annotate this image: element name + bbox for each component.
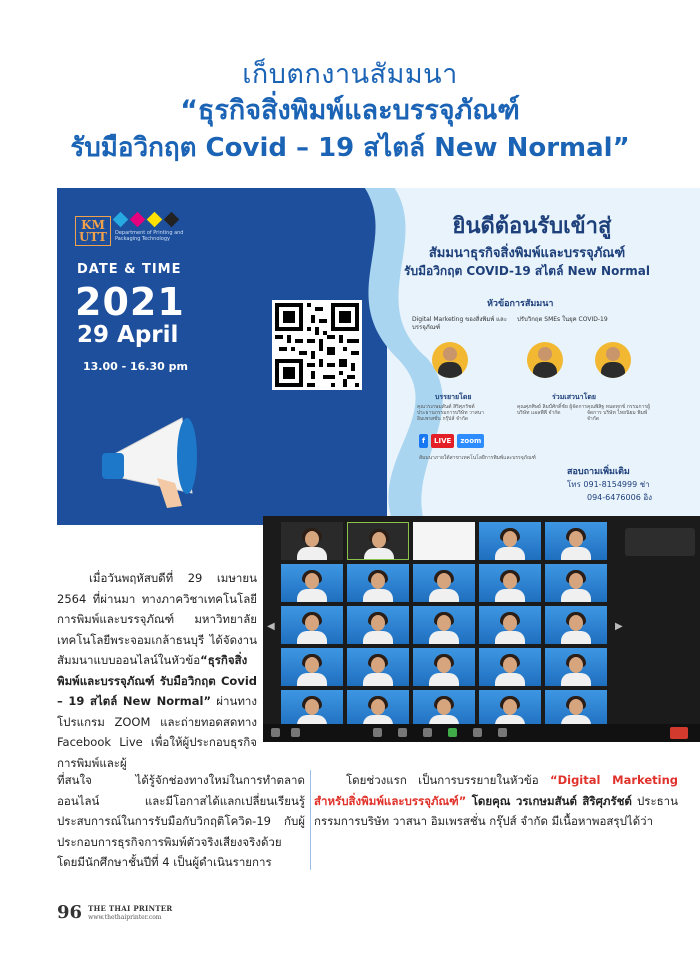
welcome-heading: ยินดีต้อนรับเข้าสู่	[452, 214, 612, 239]
speaker-photo-1	[432, 342, 468, 378]
date-time-label: DATE & TIME	[77, 262, 182, 277]
title-line-3: รับมือวิกฤต Covid – 19 สไตล์ New Normal”	[70, 133, 630, 163]
speaker-photo-2	[527, 342, 563, 378]
topic-1: Digital Marketing ของสิ่งพิมพ์ และบรรจุภัณฑ์	[412, 316, 507, 331]
event-time: 13.00 - 16.30 pm	[83, 360, 188, 373]
left-bold-title: “ธุรกิจสิ่งพิมพ์และบรรจุภัณฑ์ รับมือวิกฤต Covid – 19 สไตล์ New Normal”	[57, 653, 257, 708]
participant-tile	[413, 606, 475, 644]
topics-header: หัวข้อการสัมมนา	[487, 299, 554, 309]
seminar-line-2: รับมือวิกฤต COVID-19 สไตล์ New Normal	[404, 264, 650, 278]
magazine-url[interactable]: www.thethaiprinter.com	[88, 913, 162, 921]
zoom-meeting-screenshot	[263, 516, 700, 742]
article-title	[0, 58, 700, 166]
participant-tile	[347, 522, 409, 560]
video-icon	[291, 728, 300, 737]
contact-phone-1: โทร 091-8154999 ช่า	[567, 480, 650, 489]
speaker-photo-3	[595, 342, 631, 378]
participant-tile	[545, 648, 607, 686]
end-meeting-button	[670, 727, 688, 739]
qr-code[interactable]	[272, 300, 362, 390]
right-intro: โดยช่วงแรก เป็นการบรรยายในหัวข้อ	[346, 773, 551, 787]
participant-tile	[479, 606, 541, 644]
participant-tile	[545, 522, 607, 560]
right-topic-highlight: “Digital Marketing สำหรับสิ่งพิมพ์และบรรจุภัณฑ์”	[314, 773, 678, 808]
participant-tile	[281, 606, 343, 644]
participant-tile	[413, 690, 475, 728]
magazine-name: THE THAI PRINTER	[88, 903, 173, 913]
participant-tile	[413, 564, 475, 602]
department-label: Department of Printing and Packaging Technology	[115, 230, 184, 242]
page-footer	[57, 902, 173, 923]
participant-tile	[347, 690, 409, 728]
chat-icon	[423, 728, 432, 737]
live-badge: LIVE	[431, 434, 454, 448]
zoom-logo: zoom	[457, 434, 484, 448]
speaker-2-name: คุณศุภศิษย์ ลิมป์ศักดิ์ชัย ผู้จัดการ บริษัท แอลพีพี จำกัด	[517, 404, 587, 416]
reactions-icon	[498, 728, 507, 737]
record-icon	[473, 728, 482, 737]
zoom-participant-grid	[281, 522, 611, 728]
participant-tile	[545, 564, 607, 602]
participant-tile	[545, 690, 607, 728]
left-column-text	[57, 568, 257, 773]
participant-tile	[281, 648, 343, 686]
platform-logos	[419, 434, 484, 448]
magazine-masthead	[88, 904, 172, 922]
share-screen-icon	[448, 728, 457, 737]
participant-tile	[281, 522, 343, 560]
left-tail: ผ่านทางโปรแกรม ZOOM และถ่ายทอดสดทาง Facebook Live เพื่อให้ผู้ประกอบธุรกิจการพิมพ์และผู้	[57, 694, 257, 770]
topic-2: ปรับวิกฤต SMEs ในยุค COVID-19	[517, 316, 608, 323]
zoom-next-icon: ▶	[615, 621, 623, 632]
participant-tile	[347, 648, 409, 686]
seminar-line-1: สัมมนาธุรกิจสิ่งพิมพ์และบรรจุภัณฑ์	[428, 246, 626, 261]
title-line-2: “ธุรกิจสิ่งพิมพ์และบรรจุภัณฑ์	[180, 95, 520, 126]
participant-tile	[479, 564, 541, 602]
panel-label: ร่วมเสวนาโดย	[552, 393, 597, 401]
contact-phone-2: 094-6476006 อิง	[587, 493, 653, 502]
security-icon	[373, 728, 382, 737]
mute-icon	[271, 728, 280, 737]
cmyk-diamonds	[115, 214, 177, 225]
left-paragraph: เมื่อวันพฤหัสบดีที่ 29 เมษายน 2564 ที่ผ่านมา ทางภาควิชาเทคโนโลยีการพิมพ์และบรรจุภัณฑ์ มหาวิทยาลัยเทคโนโลยีพระจอมเกล้าธนบุรี ได้จัดงานสัมมนาแบบออนไลน์ในหัวข้อ	[57, 571, 257, 667]
participant-tile	[479, 690, 541, 728]
right-tail: ประธานกรรมการบริษัท วาสนา อิมเพรสชั่น กรุ๊ปส์ จำกัด มีเนื้อหาพอสรุปได้ว่า	[314, 793, 678, 828]
column-divider	[310, 770, 311, 870]
zoom-prev-icon: ◀	[267, 621, 275, 632]
participant-tile	[479, 648, 541, 686]
contact-header: สอบถามเพิ่มเติม	[567, 467, 630, 477]
participant-tile	[413, 648, 475, 686]
event-year: 2021	[75, 280, 185, 324]
shared-screen-tile	[413, 522, 475, 560]
speaker-3-name: คุณพิสิฐ หมดทุกข์ กรรมการผู้จัดการ บริษัท ไทยนิยม พิมพ์ จำกัด	[587, 404, 650, 422]
participant-tile	[545, 606, 607, 644]
title-line-1: เก็บตกงานสัมมนา	[242, 59, 458, 90]
megaphone-icon	[97, 398, 227, 518]
zoom-side-tile	[625, 528, 695, 556]
right-mid: โดยคุณ	[466, 793, 516, 808]
lecturer-label: บรรยายโดย	[435, 393, 472, 401]
kmutt-logo: KM UTT	[75, 216, 111, 246]
right-column-text	[314, 770, 678, 832]
facebook-icon: f	[419, 434, 428, 448]
participant-tile	[347, 606, 409, 644]
seminar-poster	[57, 188, 700, 525]
speaker-1-name: คุณวรเกษมสันต์ สิริศุภรัชต์ ประธานกรรมการบริษัท วาสนา อิมเพรสชั่น กรุ๊ปส์ จำกัด	[417, 404, 484, 422]
participant-tile	[281, 564, 343, 602]
participants-icon	[398, 728, 407, 737]
wide-column-text: ที่สนใจ ได้รู้จักช่องทางใหม่ในการทำตลาดออนไลน์ และมีโอกาสได้แลกเปลี่ยนเรียนรู้ประสบการณ์ในการรับมือกับวิกฤติโควิด-19 กับผู้ประกอบการธุรกิจการพิมพ์ตัวจริงเสียงจริงด้วย โดยมีนักศึกษาชั้นปีที่ 4 เป็นผู้ดำเนินรายการ	[57, 773, 305, 869]
page-number: 96	[57, 902, 83, 923]
participant-tile	[347, 564, 409, 602]
participant-tile	[479, 522, 541, 560]
event-date: 29 April	[77, 322, 179, 348]
participant-tile	[281, 690, 343, 728]
right-speaker-name: วรเกษมสันต์ สิริศุภรัชต์	[515, 793, 632, 808]
zoom-toolbar	[263, 724, 700, 742]
host-line: สัมมนาภายใต้สาขาเทคโนโลยีการพิมพ์และบรรจุภัณฑ์	[419, 455, 536, 461]
